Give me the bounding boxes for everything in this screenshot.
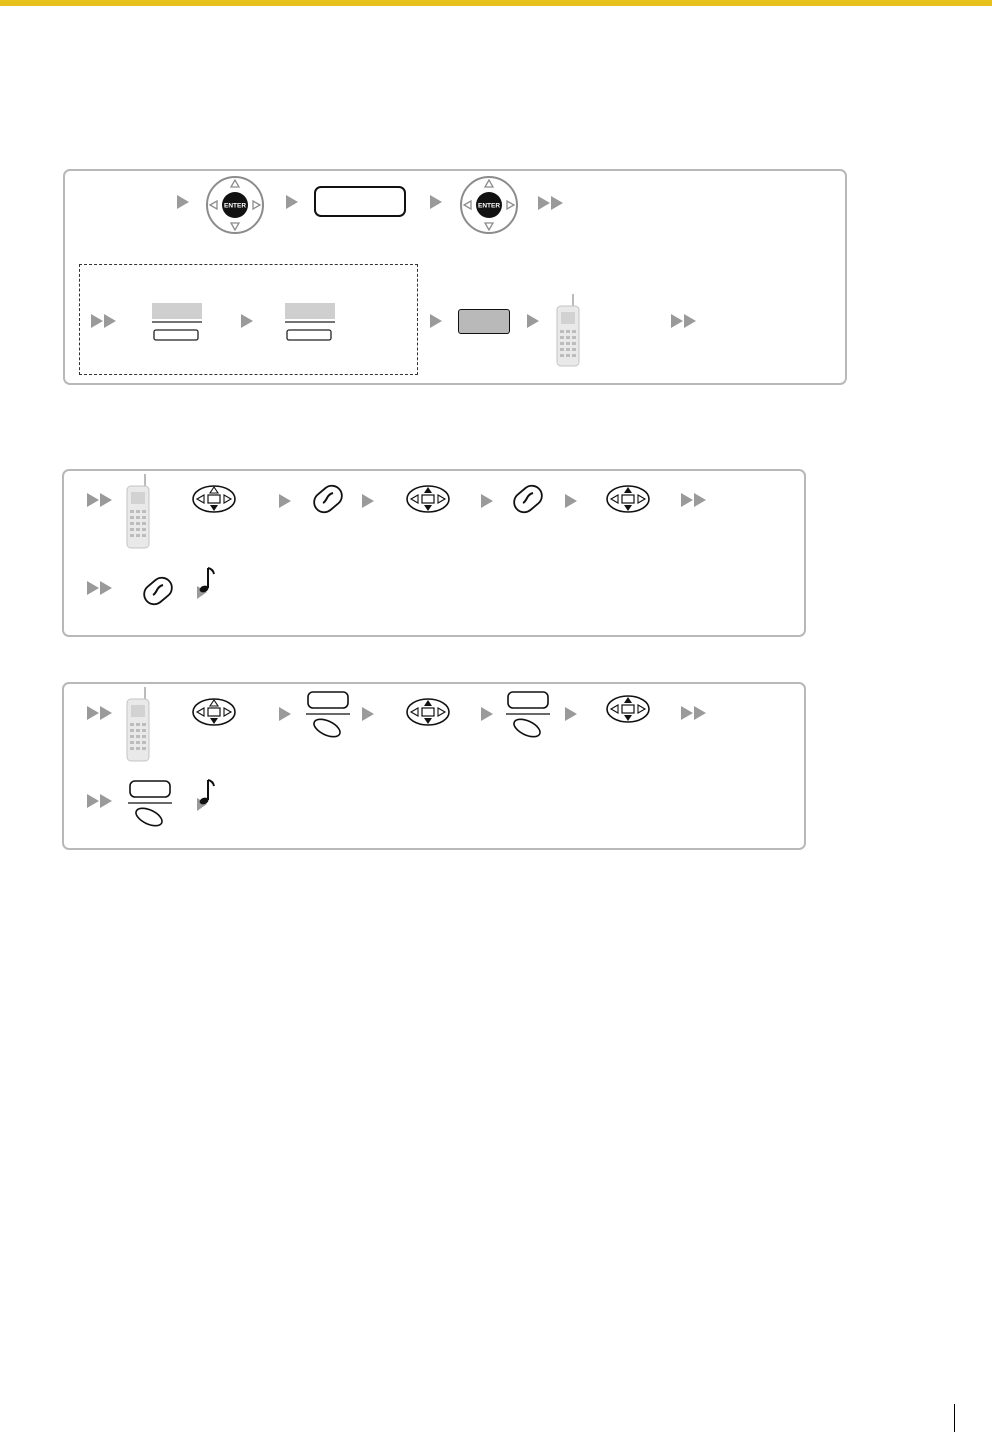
double-play-arrow-icon xyxy=(681,493,707,507)
play-arrow-icon xyxy=(279,707,291,721)
double-play-arrow-icon xyxy=(538,196,564,210)
page-edge-marker xyxy=(954,1404,955,1432)
function-button-icon xyxy=(458,309,510,334)
play-arrow-icon xyxy=(565,494,577,508)
confirmation-tone-icon xyxy=(194,776,218,812)
play-arrow-icon xyxy=(362,494,374,508)
navigator-key-icon xyxy=(191,697,237,727)
double-play-arrow-icon xyxy=(91,314,117,328)
dial-key-icon xyxy=(127,779,173,827)
navigator-key-icon xyxy=(405,697,451,727)
dial-key-icon xyxy=(305,690,351,738)
play-arrow-icon xyxy=(430,314,442,328)
play-arrow-icon xyxy=(362,707,374,721)
play-arrow-icon xyxy=(177,195,189,209)
function-button-icon xyxy=(150,302,204,342)
play-arrow-icon xyxy=(241,314,253,328)
play-arrow-icon xyxy=(286,195,298,209)
play-arrow-icon xyxy=(527,314,539,328)
navigator-key-icon xyxy=(191,484,237,514)
double-play-arrow-icon xyxy=(87,706,113,720)
enter-navigator-key-icon xyxy=(459,175,519,235)
play-arrow-icon xyxy=(565,707,577,721)
talk-key-icon xyxy=(310,483,346,515)
enter-navigator-key-icon xyxy=(205,175,265,235)
double-play-arrow-icon xyxy=(87,581,113,595)
portable-station-handset-icon xyxy=(121,472,155,550)
header-accent-rule xyxy=(0,0,992,6)
double-play-arrow-icon xyxy=(681,706,707,720)
enter-key-label: ENTER xyxy=(477,202,501,210)
function-button-icon xyxy=(283,302,337,342)
portable-station-handset-icon xyxy=(551,292,585,368)
talk-key-icon xyxy=(140,575,176,607)
double-play-arrow-icon xyxy=(87,493,113,507)
navigator-key-icon xyxy=(405,484,451,514)
play-arrow-icon xyxy=(430,195,442,209)
soft-key-icon xyxy=(314,186,406,217)
double-play-arrow-icon xyxy=(671,314,697,328)
talk-key-icon xyxy=(510,483,546,515)
enter-key-label: ENTER xyxy=(223,202,247,210)
portable-station-handset-icon xyxy=(121,685,155,763)
dial-key-icon xyxy=(505,690,551,738)
play-arrow-icon xyxy=(279,494,291,508)
navigator-key-icon xyxy=(605,484,651,514)
navigator-key-icon xyxy=(605,694,651,724)
confirmation-tone-icon xyxy=(194,564,218,600)
play-arrow-icon xyxy=(481,494,493,508)
play-arrow-icon xyxy=(481,707,493,721)
double-play-arrow-icon xyxy=(87,794,113,808)
